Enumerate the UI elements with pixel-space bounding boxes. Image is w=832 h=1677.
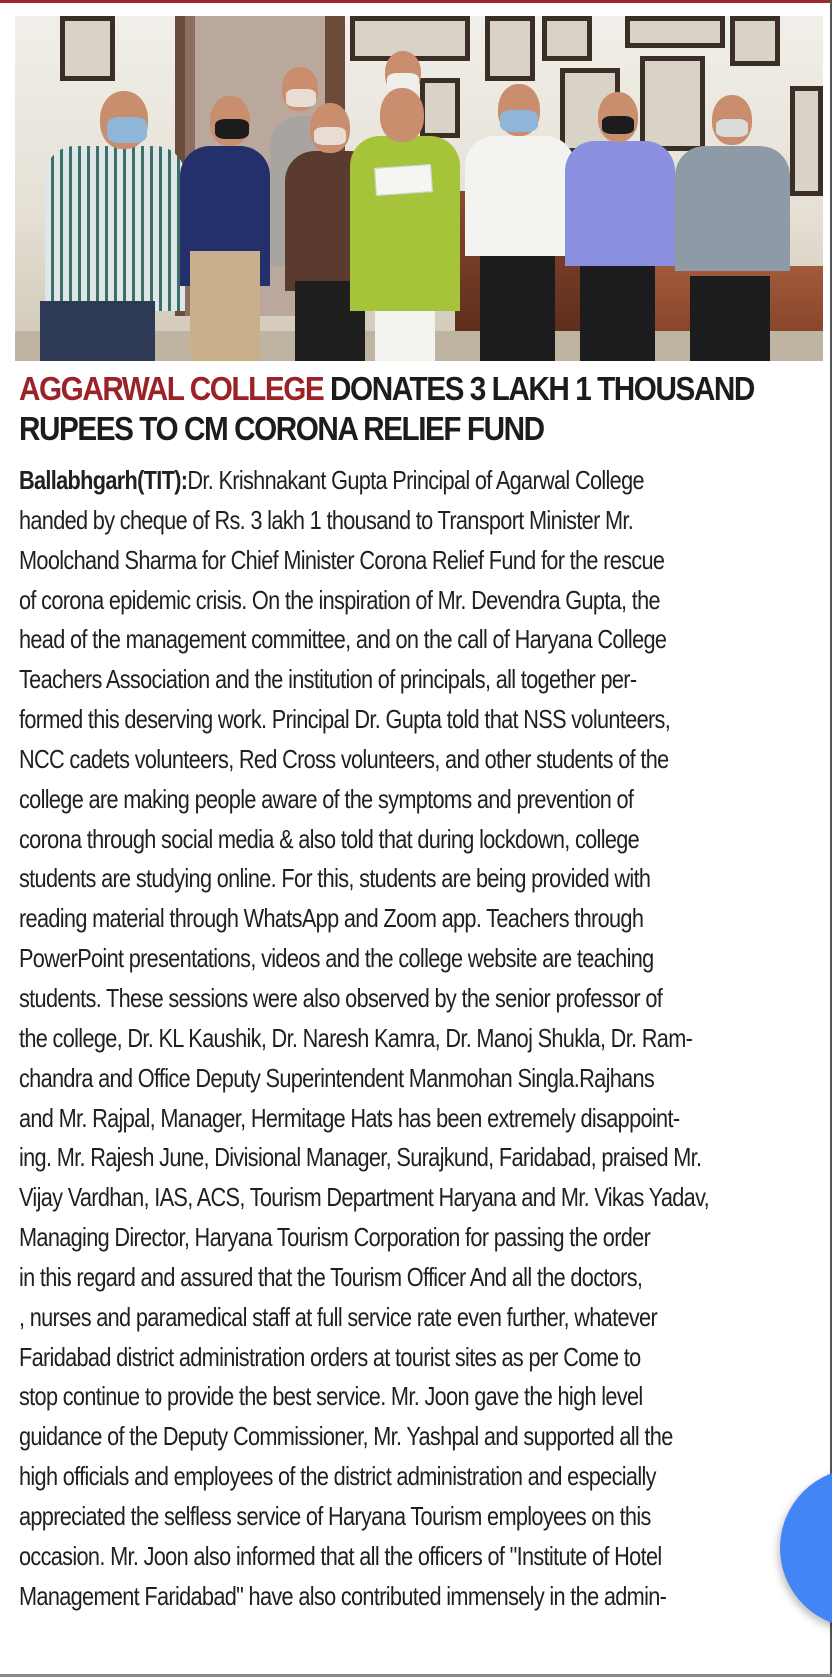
headline-line-2: RUPEES TO CM CORONA RELIEF FUND — [19, 410, 544, 447]
body-line: and Mr. Rajpal, Manager, Hermitage Hats has been extremely disappoint- — [19, 1102, 680, 1133]
body-line: Teachers Association and the institution of principals, all together per- — [19, 664, 637, 695]
body-line: chandra and Office Deputy Superintendent Manmohan Singla.Rajhans — [19, 1062, 655, 1093]
wall-frame — [485, 16, 535, 81]
person — [560, 86, 680, 361]
body-line: NCC cadets volunteers, Red Cross volunteers, and other students of the — [19, 743, 669, 774]
body-line: formed this deserving work. Principal Dr. Gupta told that NSS volunteers, — [19, 704, 671, 735]
body-line: Vijay Vardhan, IAS, ACS, Tourism Department Haryana and Mr. Vikas Yadav, — [19, 1182, 710, 1213]
body-line: guidance of the Deputy Commissioner, Mr. Yashpal and supported all the — [19, 1421, 673, 1452]
body-line: Management Faridabad" have also contributed immensely in the admin- — [19, 1580, 667, 1611]
body-line: the college, Dr. KL Kaushik, Dr. Naresh Kamra, Dr. Manoj Shukla, Dr. Ram- — [19, 1022, 693, 1053]
body-first-line-text: Dr. Krishnakant Gupta Principal of Agarwal College — [187, 465, 644, 495]
floating-action-button[interactable] — [780, 1468, 832, 1628]
body-line: appreciated the selfless service of Haryana Tourism employees on this — [19, 1500, 651, 1531]
person — [345, 86, 465, 361]
article-body — [19, 461, 754, 1616]
headline-line-1 — [19, 369, 811, 409]
body-line: students are studying online. For this, students are being provided with — [19, 863, 651, 894]
body-line: occasion. Mr. Joon also informed that all the officers of "Institute of Hotel — [19, 1540, 662, 1571]
body-line: Managing Director, Haryana Tourism Corporation for passing the order — [19, 1222, 651, 1253]
body-line: PowerPoint presentations, videos and the college website are teaching — [19, 943, 654, 974]
body-line: Faridabad district administration orders at tourist sites as per Come to — [19, 1341, 641, 1372]
article-photo — [15, 16, 823, 361]
headline-accent: AGGARWAL COLLEGE — [19, 370, 324, 407]
top-border-rule — [0, 0, 832, 3]
article-headline — [19, 369, 811, 449]
body-line: corona through social media & also told that during lockdown, college — [19, 823, 640, 854]
person — [670, 91, 795, 361]
headline-line-1-rest: DONATES 3 LAKH 1 THOUSAND — [323, 370, 754, 407]
body-line — [19, 461, 754, 501]
body-line: Moolchand Sharma for Chief Minister Corona Relief Fund for the rescue — [19, 544, 665, 575]
body-line: of corona epidemic crisis. On the inspiration of Mr. Devendra Gupta, the — [19, 584, 660, 615]
body-line: handed by cheque of Rs. 3 lakh 1 thousand to Transport Minister Mr. — [19, 504, 634, 535]
body-line: high officials and employees of the district administration and especially — [19, 1461, 656, 1492]
body-line: stop continue to provide the best service. Mr. Joon gave the high level — [19, 1381, 643, 1412]
body-line: ing. Mr. Rajesh June, Divisional Manager, Surajkund, Faridabad, praised Mr. — [19, 1142, 702, 1173]
cheque — [374, 164, 433, 196]
body-line: college are making people aware of the symptoms and prevention of — [19, 783, 634, 814]
body-line: students. These sessions were also observed by the senior professor of — [19, 982, 663, 1013]
body-line: , nurses and paramedical staff at full service rate even further, whatever — [19, 1301, 658, 1332]
wall-frame — [625, 16, 725, 48]
dateline: Ballabhgarh(TIT): — [19, 465, 188, 495]
body-line: head of the management committee, and on the call of Haryana College — [19, 624, 667, 655]
body-line: in this regard and assured that the Tourism Officer And all the doctors, — [19, 1261, 643, 1292]
wall-frame — [542, 16, 592, 61]
wall-frame — [730, 16, 780, 66]
body-line: reading material through WhatsApp and Zoom app. Teachers through — [19, 903, 644, 934]
